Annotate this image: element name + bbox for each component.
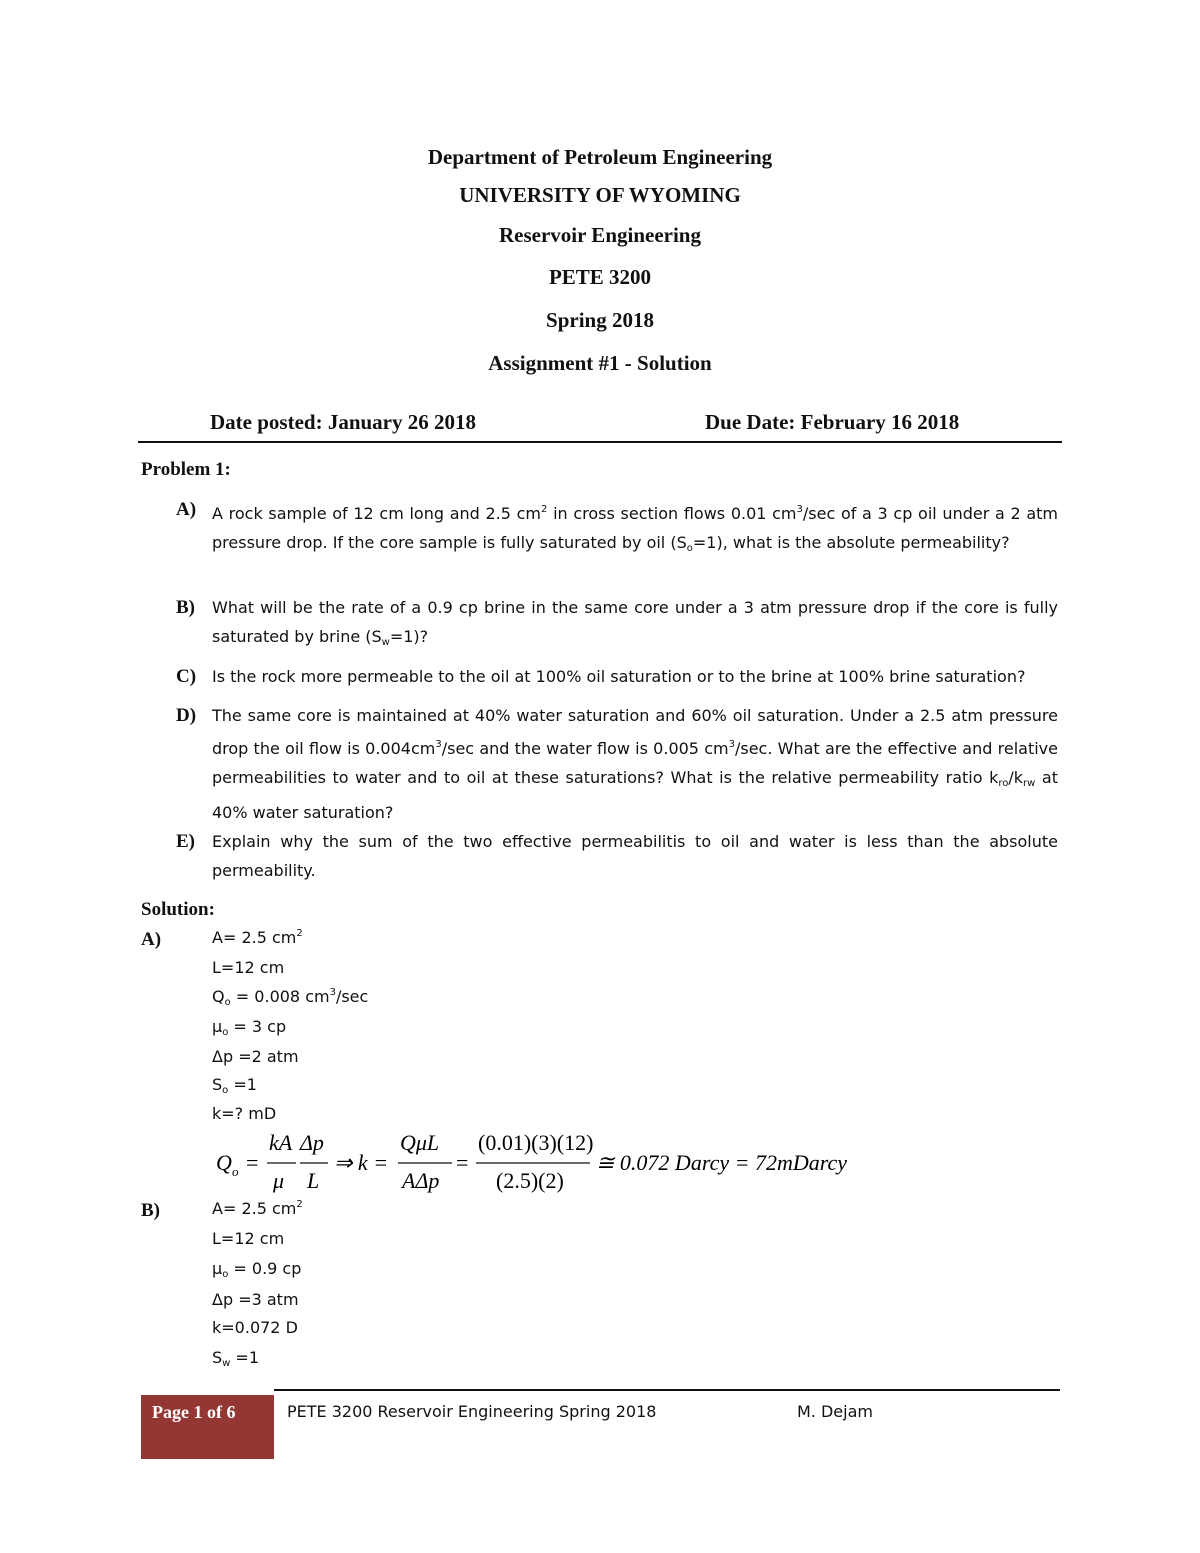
problem-item-e: Explain why the sum of the two effective permeabilitis to oil and water is less than the absolute permeability. — [212, 832, 1058, 880]
problem-item-b: What will be the rate of a 0.9 cp brine in the same core under a 3 atm pressure drop if the core is fully saturated by brine $(S_w=1)$? — [212, 598, 1058, 648]
eq-frac2-num: Δp — [300, 1130, 324, 1155]
item-letter-c: C) — [176, 666, 197, 687]
sol-b-k: k=0.072 D — [212, 1318, 298, 1337]
problem-item-d: The same core is maintained at 40% water saturation and 60% oil saturation. Under a 2.5 atm pressure drop the oil flow is $0.004cm^3/\sec$ and the water flow is 0.005 $cm^3/\sec$. What are the effective and relative permeabilities to water and to oil at these saturations? What is the relative permeability ratio $k_{ro}/k_{rw}$ at 40% water saturation? — [212, 706, 1058, 822]
eq-implies: ⇒ k = — [334, 1150, 389, 1175]
sol-b-length: L=12 cm — [212, 1229, 285, 1248]
eq-q-sub: o — [232, 1164, 239, 1179]
eq-equals-1: = — [246, 1150, 259, 1175]
sol-b-pressure: Δp =3 atm — [212, 1290, 299, 1309]
date-posted: Date posted: January 26 2018 — [210, 410, 476, 434]
item-letter-b: B) — [176, 597, 195, 618]
sol-a-flow: $Q_o = 0.008$ $cm^3/\sec$ — [212, 987, 369, 1008]
item-letter-a: A) — [176, 499, 197, 520]
footer-course: PETE 3200 Reservoir Engineering Spring 2018 — [287, 1402, 657, 1421]
eq-q: Q — [216, 1150, 232, 1175]
eq-frac1-num: kA — [269, 1130, 293, 1155]
sol-b-saturation: $S_w =1$ — [212, 1348, 260, 1369]
darcy-equation — [212, 1126, 872, 1198]
assignment-title: Assignment #1 - Solution — [488, 351, 712, 375]
item-letter-d: D) — [176, 705, 197, 726]
eq-frac3-den: AΔp — [402, 1168, 440, 1193]
solution-title: Solution: — [141, 899, 215, 920]
item-letter-e: E) — [176, 831, 195, 852]
sol-a-length: L=12 cm — [212, 958, 285, 977]
solution-letter-b: B) — [141, 1200, 160, 1221]
solution-letter-a: A) — [141, 929, 162, 950]
sol-a-viscosity: $\mu_o = 3$ cp — [212, 1017, 287, 1038]
problem-item-a: A rock sample of 12 cm long and 2.5 $cm^2$ in cross section flows 0.01 $cm^3/\sec$ of a 3 cp oil under a 2 atm pressure drop. If the core sample is fully saturated by oil $(S_o=1)$, what is the absolute permeability? — [212, 504, 1058, 554]
eq-frac2-den: L — [307, 1168, 320, 1193]
eq-result: ≅ 0.072 Darcy = 72mDarcy — [596, 1150, 847, 1175]
page-number: Page 1 of 6 — [152, 1402, 236, 1422]
university-title: UNIVERSITY OF WYOMING — [459, 183, 741, 207]
course-name: Reservoir Engineering — [498, 223, 701, 247]
eq-frac4-num: (0.01)(3)(12) — [478, 1130, 594, 1155]
header-divider — [138, 441, 1062, 443]
sol-b-viscosity: $\mu_o = 0.9$ cp — [212, 1259, 302, 1280]
due-date: Due Date: February 16 2018 — [705, 410, 960, 434]
department-title: Department of Petroleum Engineering — [427, 145, 773, 169]
eq-frac1-den: μ — [273, 1168, 285, 1193]
sol-a-pressure: Δp =2 atm — [212, 1047, 299, 1066]
eq-equals-2: = — [456, 1150, 469, 1175]
footer-divider — [274, 1389, 1060, 1391]
eq-frac4-den: (2.5)(2) — [496, 1168, 564, 1193]
sol-b-area: A= 2.5 $cm^2$ — [212, 1199, 303, 1218]
eq-frac3-num: QμL — [400, 1130, 440, 1155]
sol-a-saturation: $S_o =1$ — [212, 1075, 257, 1096]
problem-item-c: Is the rock more permeable to the oil at 100% oil saturation or to the brine at 100% brine saturation? — [212, 667, 1026, 686]
sol-a-k: k=? mD — [212, 1104, 277, 1123]
problem-title: Problem 1: — [141, 459, 231, 480]
term: Spring 2018 — [546, 308, 654, 332]
course-code: PETE 3200 — [548, 265, 652, 289]
footer-author: M. Dejam — [797, 1402, 873, 1421]
sol-a-area: A= 2.5 $cm^2$ — [212, 928, 303, 947]
